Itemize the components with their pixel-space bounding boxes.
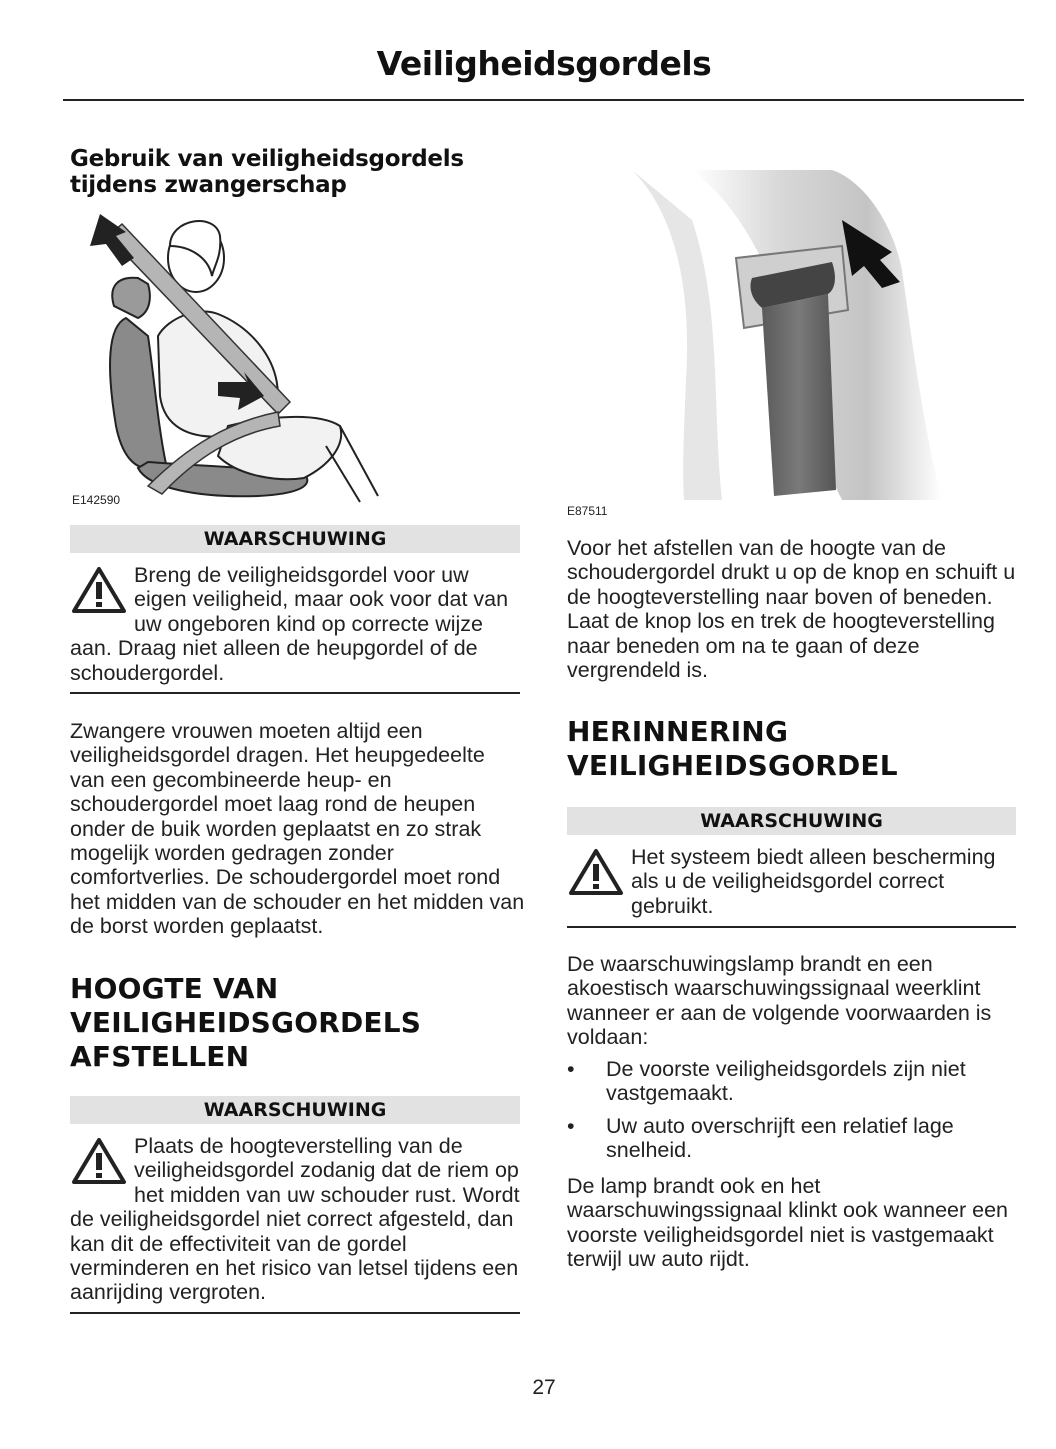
list-item — [567, 1114, 1017, 1163]
title-divider — [63, 99, 1024, 101]
belt-reminder-heading: HERINNERING VEILIGHEIDSGORDEL — [567, 715, 898, 782]
figure-code-e87511: E87511 — [567, 504, 608, 518]
warning-reminder — [567, 845, 1016, 918]
list-item-text: De voorste veiligheidsgordels zijn niet vastgemaakt. — [606, 1057, 966, 1106]
warning-reminder-text: Het systeem biedt alleen bescherming als u de veiligheidsgordel correct gebruikt. — [631, 845, 996, 918]
pregnancy-subheading: Gebruik van veiligheidsgordels tijdens zwangerschap — [70, 146, 464, 198]
warning-divider — [567, 926, 1016, 928]
page-title: Veiligheidsgordels — [376, 44, 712, 83]
warning-label-bar: WAARSCHUWING — [567, 807, 1016, 835]
warning-label-bar: WAARSCHUWING — [70, 1096, 520, 1124]
warning-label-bar: WAARSCHUWING — [70, 525, 520, 553]
height-adjust-heading: HOOGTE VAN VEILIGHEIDSGORDELS AFSTELLEN — [70, 972, 422, 1073]
warning-divider — [70, 692, 520, 694]
warning-height-adjust — [70, 1134, 522, 1305]
warning-pregnancy-text: Breng de veiligheidsgordel voor uw eigen veiligheid, maar ook voor dat van uw ongeboren kind op correcte wijze aan. Draag niet alleen de heupgordel of de schoudergordel. — [70, 563, 509, 685]
warning-triangle-icon — [567, 847, 625, 897]
lamp-paragraph: De lamp brandt ook en het waarschuwingssignaal klinkt ook wanneer een voorste veiligheidsgordel niet is vastgemaakt terwijl uw auto rijdt. — [567, 1174, 1009, 1272]
warning-divider — [70, 1312, 520, 1314]
bullet-mark: • — [567, 1057, 575, 1081]
adjuster-paragraph: Voor het afstellen van de hoogte van de schoudergordel drukt u op de knop en schuift u de hoogteverstelling naar boven of beneden. Laat de knop los en trek de hoogteverstelling naar beneden om na te gaan of deze vergrendeld is. — [567, 536, 1016, 683]
warning-pregnancy — [70, 563, 520, 685]
pregnant-woman-seatbelt-figure — [78, 206, 398, 508]
warning-height-adjust-text: Plaats de hoogteverstelling van de veiligheidsgordel zodanig dat de riem op het midden van uw schouder rust. Wordt de veiligheidsgordel niet correct afgesteld, dan kan dit de effectiviteit van de gordel verminderen en het risico van letsel tijdens een aanrijding vergroten. — [70, 1134, 520, 1305]
list-item-text: Uw auto overschrijft een relatief lage snelheid. — [606, 1113, 954, 1163]
figure-code-e142590: E142590 — [72, 493, 121, 507]
pregnancy-paragraph: Zwangere vrouwen moeten altijd een veiligheidsgordel dragen. Het heupgedeelte van een gecombineerde heup- en schoudergordel moet laag rond de heupen onder de buik worden geplaatst en zo strak mogelijk worden gedragen zonder comfortverlies. De schoudergordel moet rond het midden van de schouder en het midden van de borst worden geplaatst. — [70, 719, 525, 939]
bullet-mark: • — [567, 1113, 575, 1138]
belt-height-adjuster-figure — [612, 160, 962, 505]
warning-triangle-icon — [70, 1136, 128, 1186]
warning-triangle-icon — [70, 565, 128, 615]
conditions-list — [567, 1057, 1017, 1171]
reminder-paragraph: De waarschuwingslamp brandt en een akoestisch waarschuwingssignaal weerklint wanneer er aan de volgende voorwaarden is voldaan: — [567, 952, 992, 1050]
page-number: 27 — [532, 1376, 556, 1399]
list-item — [567, 1057, 1017, 1106]
